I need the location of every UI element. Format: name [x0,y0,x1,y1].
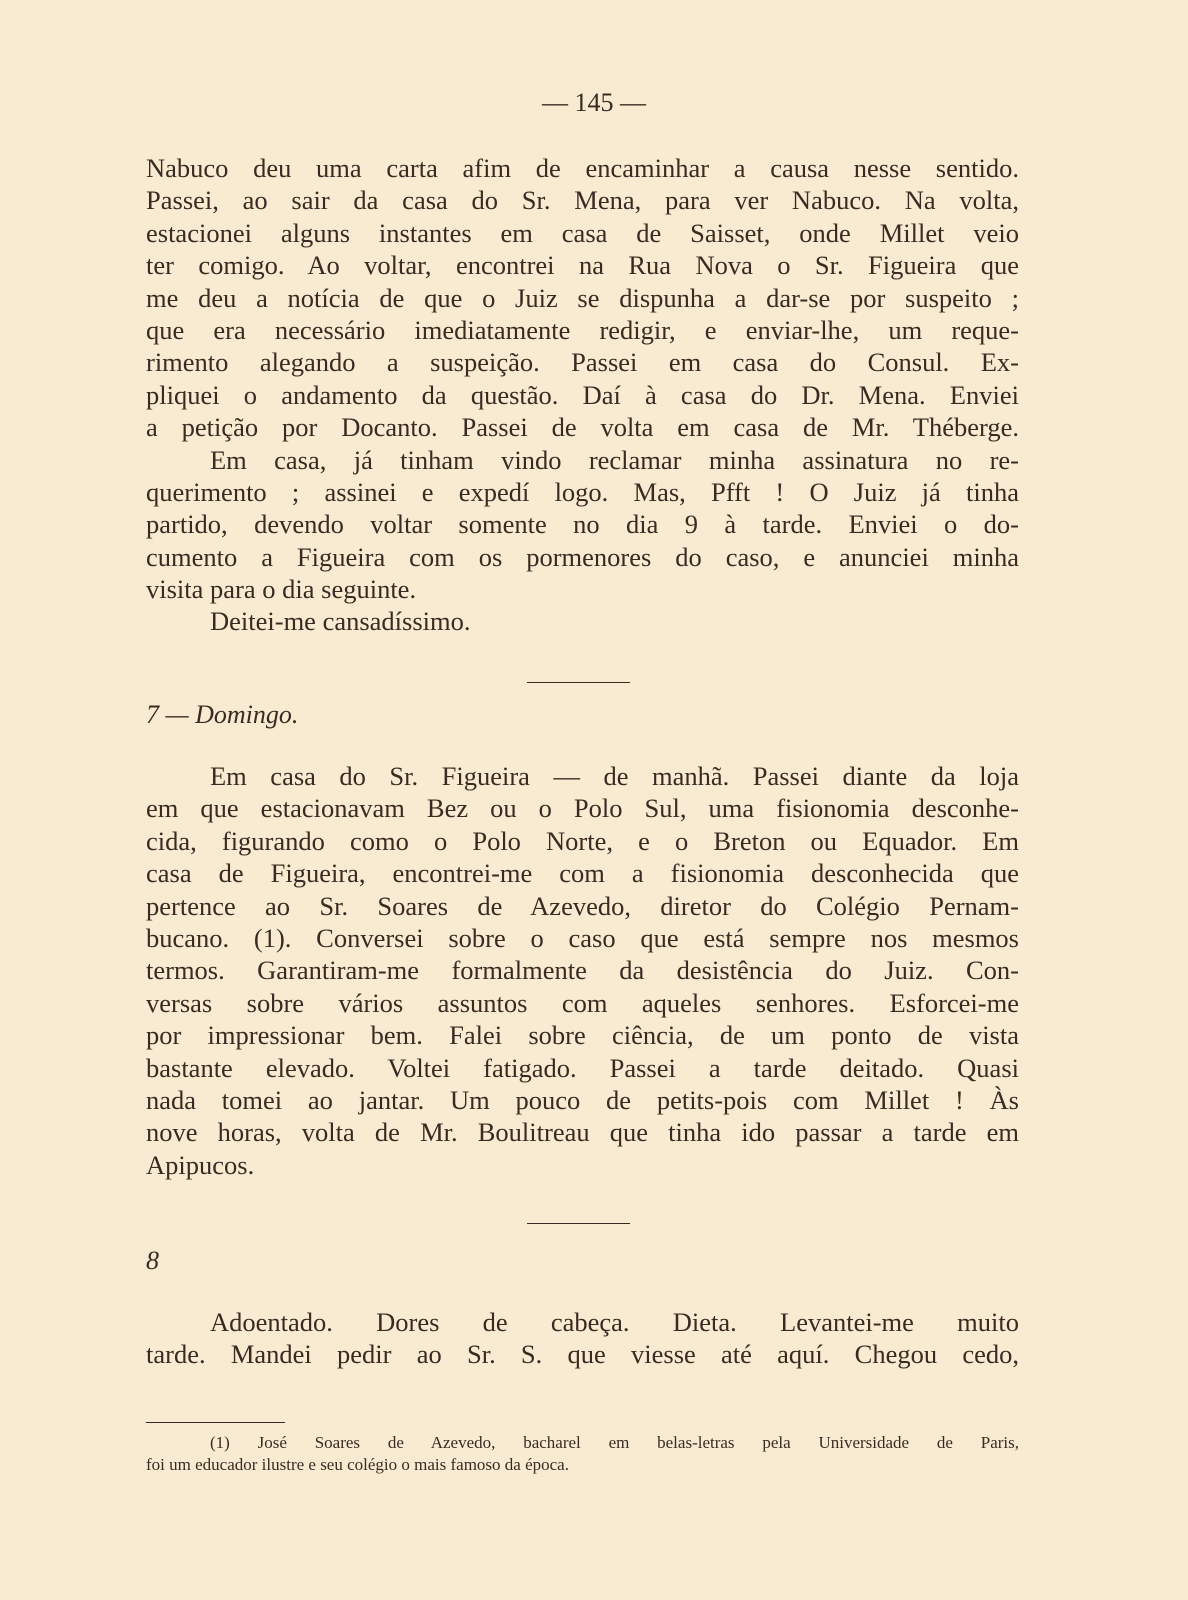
text-line: Deitei-me cansadíssimo. [210,606,471,637]
text-line: me deu a notícia de que o Juiz se dispunha a dar-se por suspeito ; [146,282,1019,313]
text-line: Nabuco deu uma carta afim de encaminhar a causa nesse sentido. [146,153,1019,183]
section-divider [527,682,630,683]
footnote-rule [146,1422,285,1423]
text-line: bucano. (1). Conversei sobre o caso que está sempre nos mesmos [146,922,1019,953]
entry-heading-7: 7 — Domingo. [146,700,299,729]
page-number: — 145 — [542,88,646,117]
text-line: Passei, ao sair da casa do Sr. Mena, para ver Nabuco. Na volta, [146,185,1019,216]
text-line: partido, devendo voltar somente no dia 9 à tarde. Enviei o do- [146,509,1019,540]
text-line: Em casa do Sr. Figueira — de manhã. Passei diante da loja [210,761,1019,791]
diary-text-day8 [146,1306,1019,1371]
text-line: casa de Figueira, encontrei-me com a fisionomia desconhecida que [146,858,1019,889]
text-line: por impressionar bem. Falei sobre ciência, de um ponto de vista [146,1020,1019,1051]
text-line: nove horas, volta de Mr. Boulitreau que tinha ido passar a tarde em [146,1117,1019,1148]
diary-text-day7 [146,760,1019,1181]
diary-text-day6 [146,152,1019,638]
text-line: nada tomei ao jantar. Um pouco de petits-pois com Millet ! Às [146,1084,1019,1115]
text-line: que era necessário imediatamente redigir, e enviar-lhe, um reque- [146,314,1019,345]
text-line: pliquei o andamento da questão. Daí à casa do Dr. Mena. Enviei [146,379,1019,410]
text-line: tarde. Mandei pedir ao Sr. S. que viesse até aquí. Chegou cedo, [146,1339,1019,1370]
text-line: a petição por Docanto. Passei de volta em casa de Mr. Théberge. [146,412,1019,443]
text-line: bastante elevado. Voltei fatigado. Passei a tarde deitado. Quasi [146,1052,1019,1083]
footnote-line: foi um educador ilustre e seu colégio o mais famoso da época. [146,1455,569,1474]
footnote [146,1432,1019,1476]
text-line: cumento a Figueira com os pormenores do caso, e anunciei minha [146,541,1019,572]
text-line: ter comigo. Ao voltar, encontrei na Rua Nova o Sr. Figueira que [146,250,1019,281]
text-line: Apipucos. [146,1149,255,1180]
footnote-line: (1) José Soares de Azevedo, bacharel em belas-letras pela Universidade de Paris, [210,1433,1019,1452]
text-line: visita para o dia seguinte. [146,574,417,605]
text-line: Em casa, já tinham vindo reclamar minha assinatura no re- [210,444,1019,475]
text-line: termos. Garantiram-me formalmente da desistência do Juiz. Con- [146,955,1019,986]
section-divider [527,1223,630,1224]
text-line: Adoentado. Dores de cabeça. Dieta. Levantei-me muito [210,1307,1019,1337]
text-line: em que estacionavam Bez ou o Polo Sul, uma fisionomia desconhe- [146,793,1019,824]
text-line: cida, figurando como o Polo Norte, e o Breton ou Equador. Em [146,825,1019,856]
text-line: pertence ao Sr. Soares de Azevedo, diretor do Colégio Pernam- [146,890,1019,921]
text-line: estacionei alguns instantes em casa de Saisset, onde Millet veio [146,217,1019,248]
text-line: querimento ; assinei e expedí logo. Mas, Pfft ! O Juiz já tinha [146,476,1019,507]
entry-heading-8: 8 [146,1246,159,1275]
text-line: versas sobre vários assuntos com aqueles senhores. Esforcei-me [146,987,1019,1018]
text-line: rimento alegando a suspeição. Passei em casa do Consul. Ex- [146,347,1019,378]
